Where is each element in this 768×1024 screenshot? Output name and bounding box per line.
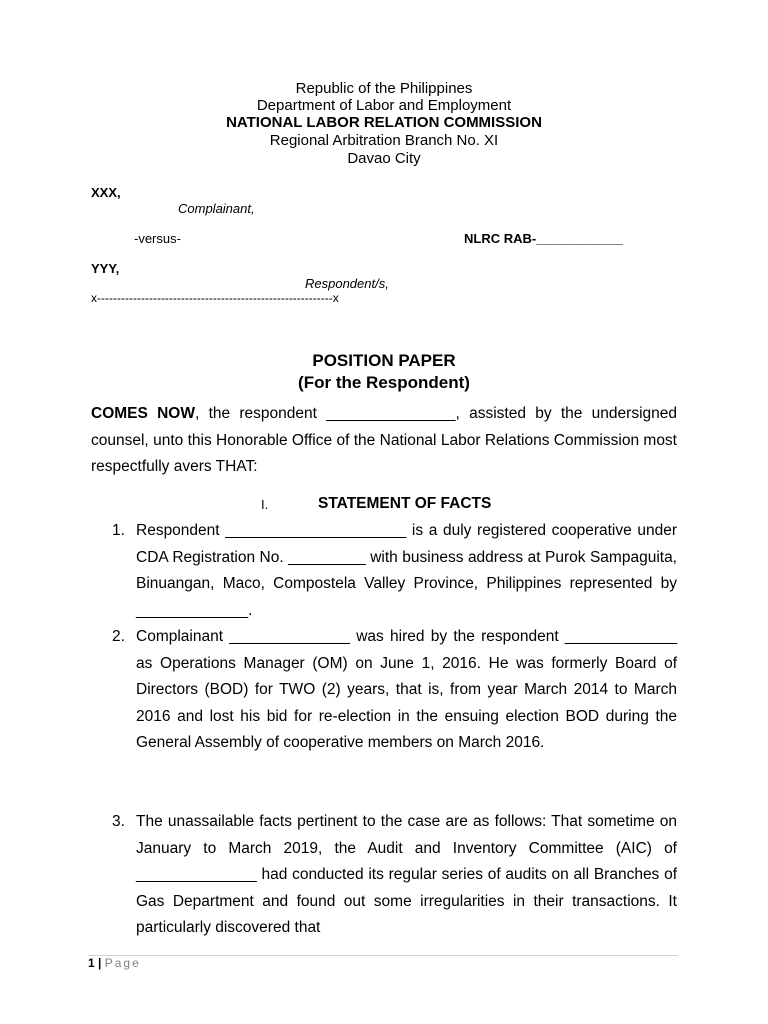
caption-separator: x-----------------------------------------------------------x [91, 291, 339, 305]
header-department: Department of Labor and Employment [256, 97, 512, 114]
list-item-1 [112, 518, 677, 624]
respondent-label: Respondent/s, [305, 276, 389, 291]
complainant-label: Complainant, [178, 201, 255, 216]
intro-paragraph [91, 401, 677, 481]
list-item-number: 2. [112, 628, 125, 645]
document-subtitle: (For the Respondent) [298, 373, 470, 392]
versus-label: -versus- [134, 231, 181, 246]
page-footer [88, 956, 141, 970]
page-number: 1 [88, 956, 95, 970]
header-city: Davao City [347, 150, 421, 167]
complainant-name: XXX, [91, 185, 121, 200]
intro-text: , the respondent _______________, assisted by the undersigned counsel, unto this Honorable Office of the National Labor Relations Commission most respectfully avers THAT: [91, 405, 677, 475]
list-item-3 [112, 809, 677, 942]
document-title: POSITION PAPER [312, 351, 456, 370]
footer-separator: | [98, 956, 102, 970]
intro-lead: COMES NOW [91, 405, 195, 422]
case-number: NLRC RAB-____________ [464, 231, 623, 246]
header-republic: Republic of the Philippines [295, 80, 473, 97]
list-item-number: 3. [112, 813, 125, 830]
list-item-text: The unassailable facts pertinent to the case are as follows: That sometime on January to March 2019, the Audit and Inventory Committee (AIC) of ______________ had conducted its regular series of audits on all Branches of Gas Department and found out some irregularities in their transactions. It particularly discovered that [136, 813, 677, 936]
section-numeral: I. [261, 497, 269, 512]
section-heading: STATEMENT OF FACTS [318, 495, 492, 512]
list-item-2 [112, 624, 677, 757]
list-item-number: 1. [112, 522, 125, 539]
list-item-text: Complainant ______________ was hired by the respondent _____________ as Operations Manager (OM) on June 1, 2016. He was formerly Board of Directors (BOD) for TWO (2) years, that is, from year March 2014 to March 2016 and lost his bid for re-election in the ensuing election BOD during the General Assembly of cooperative members on March 2016. [136, 628, 677, 751]
page-label: Page [104, 956, 141, 970]
header-commission: NATIONAL LABOR RELATION COMMISSION [226, 114, 542, 131]
header-branch: Regional Arbitration Branch No. XI [269, 132, 499, 149]
footer-rule [88, 955, 678, 956]
list-item-text: Respondent _____________________ is a duly registered cooperative under CDA Registration No. _________ with business address at Purok Sampaguita, Binuangan, Maco, Compostela Valley Province, Philippines represented by _____________. [136, 522, 677, 619]
respondent-name: YYY, [91, 261, 120, 276]
